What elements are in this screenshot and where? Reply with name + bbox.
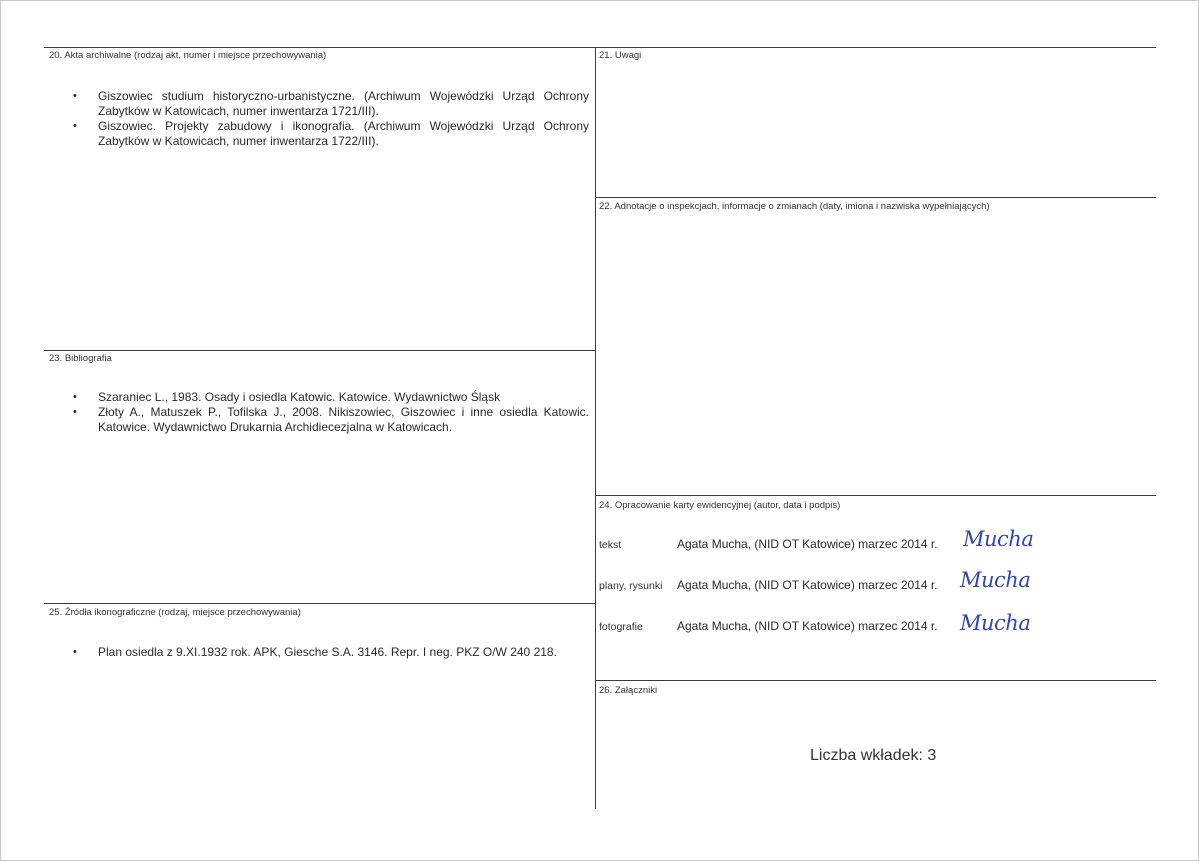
rule-section-25 <box>44 603 596 604</box>
bullet-icon: • <box>73 120 77 132</box>
section-25-label: 25. Źródła ikonograficzne (rodzaj, miejsce przechowywania) <box>49 607 301 618</box>
section-25-list <box>67 645 589 660</box>
list-item: • Złoty A., Matuszek P., Tofilska J., 2008. Nikiszowiec, Giszowiec i inne osiedla Katowic. Katowice. Wydawnictwo Drukarnia Archidiecezjalna w Katowicach. <box>73 405 589 434</box>
rule-section-26 <box>596 680 1156 681</box>
section-20-list <box>67 89 589 149</box>
center-divider <box>595 47 596 809</box>
row-label-fotografie: fotografie <box>599 621 643 633</box>
bullet-icon: • <box>73 406 77 418</box>
section-24-label: 24. Opracowanie karty ewidencyjnej (autor, data i podpis) <box>599 500 841 511</box>
bullet-icon: • <box>73 90 77 102</box>
section-22-label: 22. Adnotacje o inspekcjach, informacje o zmianach (daty, imiona i nazwiska wypełniających) <box>599 201 990 212</box>
signature-fotografie: Mucha <box>960 611 1031 635</box>
rule-section-24 <box>596 495 1156 496</box>
section-21-label: 21. Uwagi <box>599 50 642 61</box>
bullet-icon: • <box>73 391 77 403</box>
list-item: • Giszowiec. Projekty zabudowy i ikonografia. (Archiwum Wojewódzki Urząd Ochrony Zabytków w Katowicach, numer inwentarza 1722/III). <box>73 119 589 148</box>
rule-section-23 <box>44 350 596 351</box>
row-value-plany: Agata Mucha, (NID OT Katowice) marzec 2014 r. <box>677 578 938 592</box>
attachments-count: Liczba wkładek: 3 <box>810 747 937 764</box>
signature-plany: Mucha <box>960 568 1031 592</box>
section-23-list <box>67 390 589 435</box>
rule-section-22 <box>596 197 1156 198</box>
signature-tekst: Mucha <box>963 527 1034 551</box>
section-20-label: 20. Akta archiwalne (rodzaj akt, numer i miejsce przechowywania) <box>49 50 327 61</box>
list-item: • Szaraniec L., 1983. Osady i osiedla Katowic. Katowice. Wydawnictwo Śląsk <box>73 390 501 404</box>
list-item: • Giszowiec studium historyczno-urbanistyczne. (Archiwum Wojewódzki Urząd Ochrony Zabytków w Katowicach, numer inwentarza 1721/III). <box>73 89 589 118</box>
row-label-tekst: tekst <box>599 539 622 551</box>
row-value-fotografie: Agata Mucha, (NID OT Katowice) marzec 2014 r. <box>677 619 938 633</box>
row-label-plany: plany, rysunki <box>599 580 663 592</box>
section-23-label: 23. Bibliografia <box>49 353 112 364</box>
top-rule-left <box>44 47 596 48</box>
list-item: • Plan osiedla z 9.XI.1932 rok. APK, Giesche S.A. 3146. Repr. I neg. PKZ O/W 240 218. <box>73 645 557 659</box>
section-26-label: 26. Załączniki <box>599 685 658 696</box>
row-value-tekst: Agata Mucha, (NID OT Katowice) marzec 2014 r. <box>677 537 938 551</box>
top-rule-right <box>596 47 1156 48</box>
bullet-icon: • <box>73 646 77 658</box>
